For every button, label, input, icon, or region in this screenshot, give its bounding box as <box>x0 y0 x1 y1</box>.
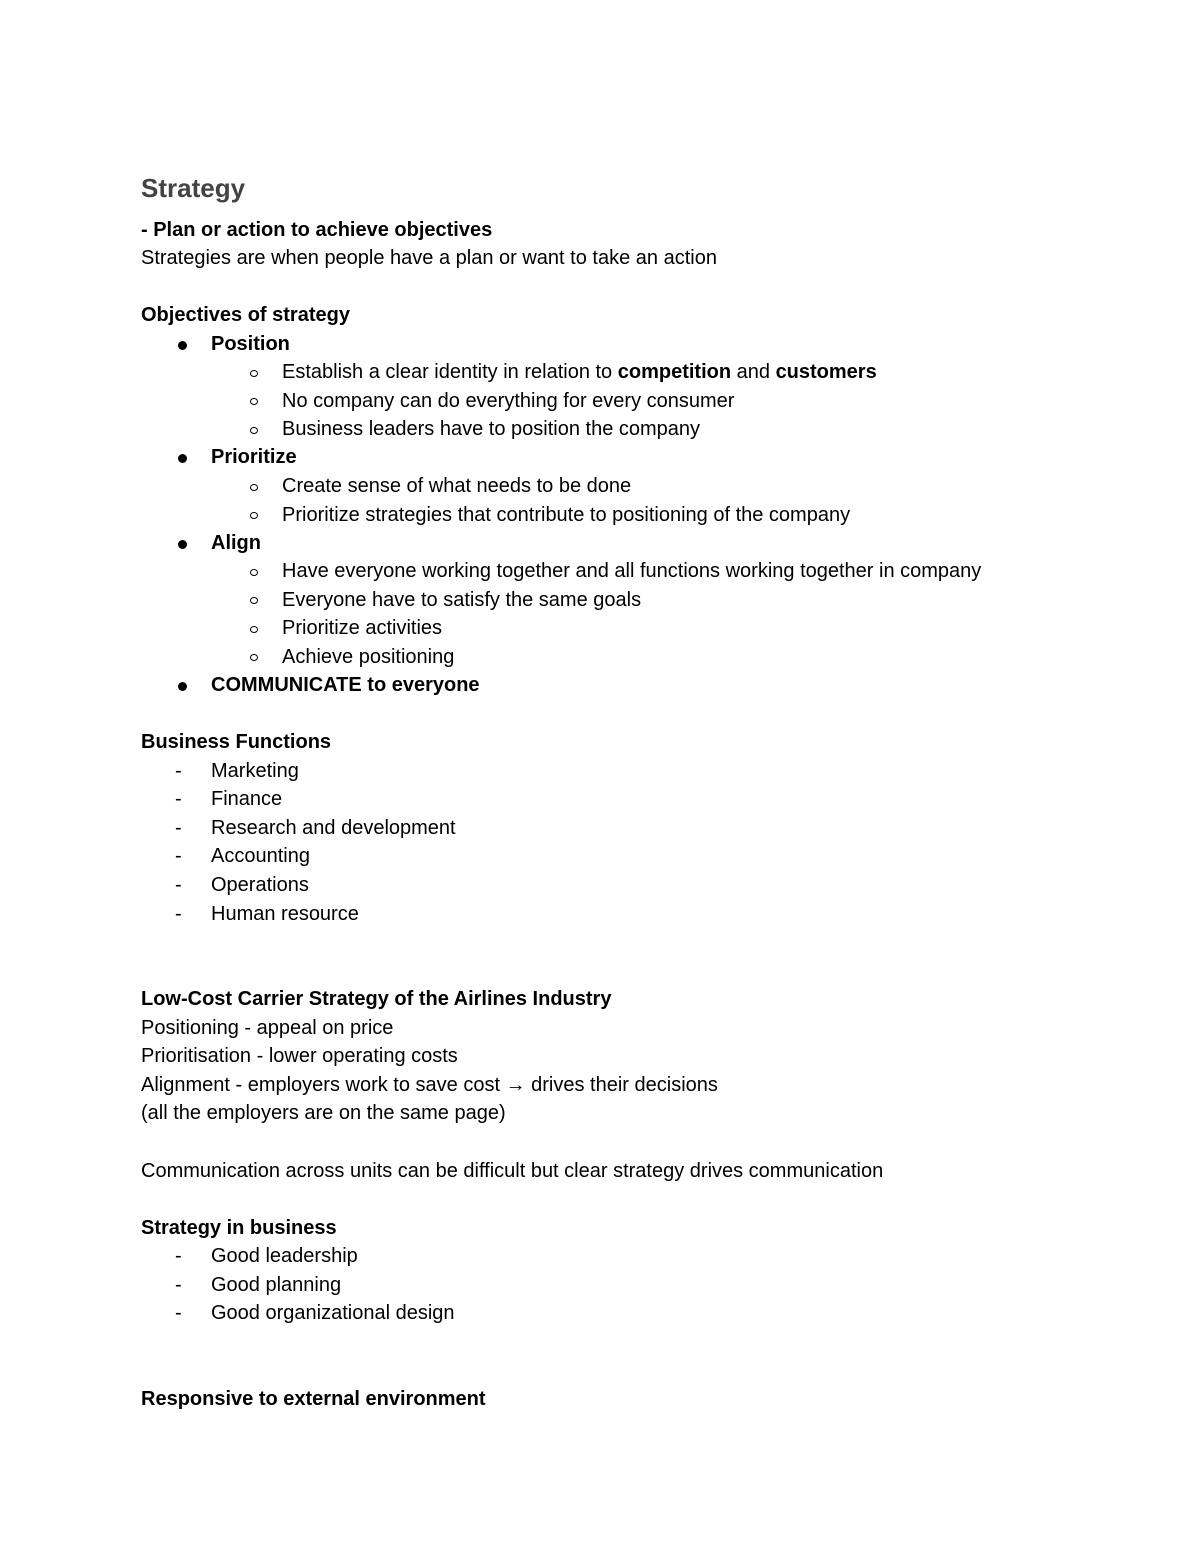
business-function-item: Finance <box>211 788 283 810</box>
business-function-item: Accounting <box>211 845 310 867</box>
circle-bullet-icon <box>250 398 258 405</box>
objective-align: Align <box>211 532 261 554</box>
customers-emphasis: customers <box>775 361 877 383</box>
dash-bullet-icon: - <box>175 788 182 810</box>
prioritize-item: Create sense of what needs to be done <box>282 475 632 497</box>
low-cost-line: (all the employers are on the same page) <box>141 1102 506 1124</box>
circle-bullet-icon <box>250 654 258 661</box>
strategy-in-business-heading: Strategy in business <box>141 1217 337 1239</box>
position-item-connector: and <box>731 361 776 383</box>
align-item: Prioritize activities <box>282 617 443 639</box>
dash-bullet-icon: - <box>175 903 182 925</box>
dash-bullet-icon: - <box>175 1245 182 1267</box>
position-item-text: Establish a clear identity in relation to <box>282 361 618 383</box>
business-function-item: Marketing <box>211 760 299 782</box>
dash-bullet-icon: - <box>175 1302 182 1324</box>
responsive-heading: Responsive to external environment <box>141 1388 486 1410</box>
circle-bullet-icon <box>250 626 258 633</box>
position-item <box>282 358 877 386</box>
circle-bullet-icon <box>250 569 258 576</box>
disc-bullet-icon <box>178 540 187 549</box>
objectives-heading: Objectives of strategy <box>141 304 350 326</box>
disc-bullet-icon <box>178 454 187 463</box>
circle-bullet-icon <box>250 370 258 377</box>
low-cost-heading: Low-Cost Carrier Strategy of the Airlines Industry <box>141 988 612 1010</box>
objective-prioritize: Prioritize <box>211 446 297 468</box>
business-function-item: Human resource <box>211 903 359 925</box>
definition-text: Strategies are when people have a plan or want to take an action <box>141 247 717 269</box>
align-item: Have everyone working together and all functions working together in company <box>282 560 982 582</box>
page-title: Strategy <box>141 173 246 203</box>
definition-heading: - Plan or action to achieve objectives <box>141 219 493 241</box>
dash-bullet-icon: - <box>175 1274 182 1296</box>
dash-bullet-icon: - <box>175 817 182 839</box>
objective-position: Position <box>211 333 290 355</box>
business-functions-heading: Business Functions <box>141 731 332 753</box>
dash-bullet-icon: - <box>175 760 182 782</box>
communication-note: Communication across units can be difficult but clear strategy drives communication <box>141 1160 884 1182</box>
strategy-item: Good organizational design <box>211 1302 455 1324</box>
circle-bullet-icon <box>250 484 258 491</box>
dash-bullet-icon: - <box>175 874 182 896</box>
circle-bullet-icon <box>250 512 258 519</box>
strategy-item: Good leadership <box>211 1245 358 1267</box>
circle-bullet-icon <box>250 597 258 604</box>
disc-bullet-icon <box>178 341 187 350</box>
objective-communicate: COMMUNICATE to everyone <box>211 674 480 696</box>
disc-bullet-icon <box>178 682 187 691</box>
align-item: Achieve positioning <box>282 646 455 668</box>
low-cost-line: Prioritisation - lower operating costs <box>141 1045 458 1067</box>
low-cost-line: Positioning - appeal on price <box>141 1017 394 1039</box>
position-item: No company can do everything for every consumer <box>282 390 735 412</box>
dash-bullet-icon: - <box>175 845 182 867</box>
competition-emphasis: competition <box>617 361 732 383</box>
low-cost-line: Alignment - employers work to save cost → drives their decisions <box>141 1074 718 1096</box>
align-item: Everyone have to satisfy the same goals <box>282 589 642 611</box>
strategy-item: Good planning <box>211 1274 342 1296</box>
business-function-item: Operations <box>211 874 309 896</box>
circle-bullet-icon <box>250 427 258 434</box>
prioritize-item: Prioritize strategies that contribute to positioning of the company <box>282 504 851 526</box>
business-function-item: Research and development <box>211 817 456 839</box>
position-item: Business leaders have to position the company <box>282 418 701 440</box>
